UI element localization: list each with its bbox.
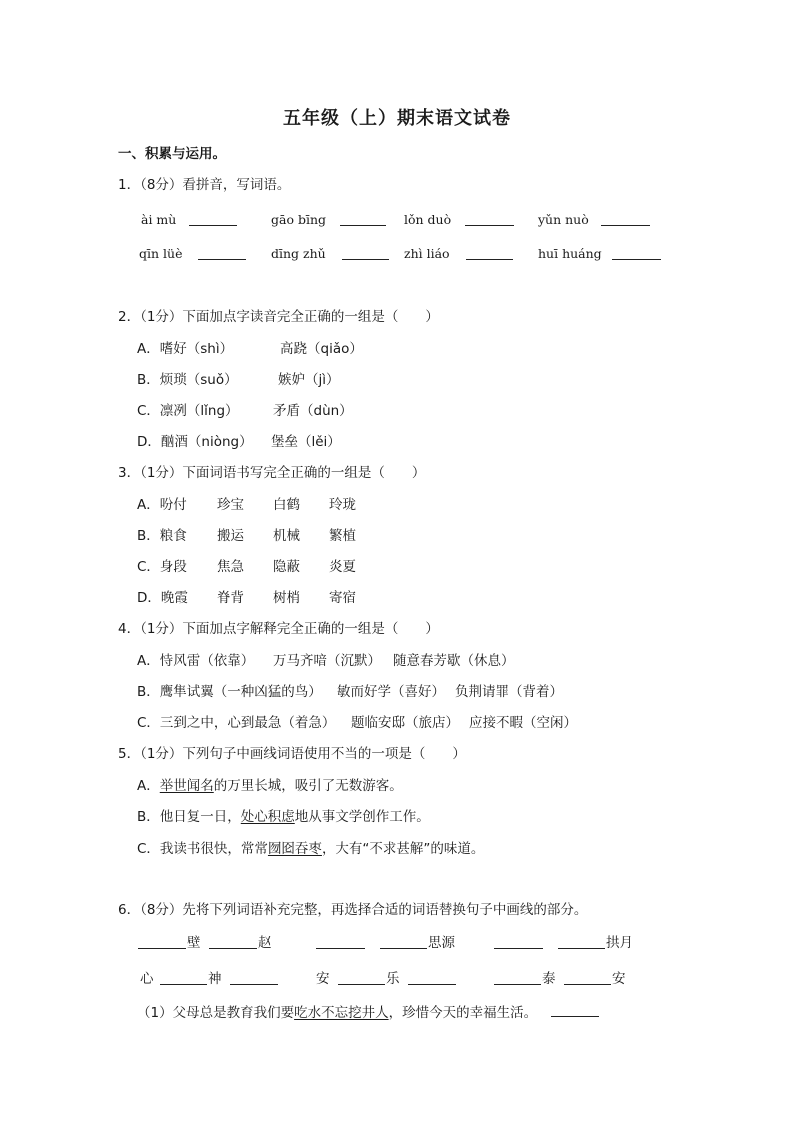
sentence-prefix: （1）父母总是教育我们要 (137, 1005, 295, 1021)
option-part: 万马齐喑（沉默） (273, 653, 381, 669)
option-c (137, 402, 239, 420)
option-word: 隐蔽 (273, 559, 300, 575)
idiom-char: 神 (208, 971, 222, 987)
option-word: 玲珑 (329, 497, 356, 513)
answer-blank[interactable] (138, 935, 186, 949)
question-4-stem: 4．（1分）下面加点字解释完全正确的一组是（ ） (118, 621, 439, 637)
sentence-rest: ，珍惜今天的幸福生活。 (388, 1005, 538, 1021)
answer-blank[interactable] (601, 212, 650, 226)
option-text: 矛盾（dùn） (273, 403, 353, 419)
pinyin-item: ài mù (141, 212, 177, 227)
pinyin-item: zhì liáo (404, 246, 450, 261)
idiom-char: 安 (612, 971, 626, 987)
question-5-stem: 5．（1分）下列句子中画线词语使用不当的一项是（ ） (118, 746, 466, 762)
option-word: 脊背 (217, 590, 244, 606)
option-word: 机械 (273, 528, 300, 544)
answer-blank[interactable] (230, 971, 278, 985)
option-rest: 的万里长城，吸引了无数游客。 (213, 778, 403, 794)
option-text: 堡垒（lěi） (271, 434, 341, 450)
answer-blank[interactable] (340, 212, 386, 226)
question-1-stem: 1．（8分）看拼音，写词语。 (118, 177, 291, 193)
option-word: 白鹤 (273, 497, 300, 513)
underlined-phrase: 吃水不忘挖井人 (294, 1005, 389, 1021)
option-word: 寄宿 (329, 590, 356, 606)
pinyin-item: yǔn nuò (538, 212, 589, 227)
option-text: B．烦琐（suǒ） (137, 372, 238, 388)
option-text: 嫉妒（jì） (278, 372, 340, 388)
option-word: 焦急 (217, 559, 244, 575)
sub-question-1 (137, 1003, 599, 1022)
option-word: 搬运 (217, 528, 244, 544)
option-word: 繁植 (329, 528, 356, 544)
option-text: D．酗酒（niòng） (137, 434, 253, 450)
option-word: A．吩付 (137, 497, 187, 513)
answer-blank[interactable] (494, 935, 543, 949)
option-b (137, 371, 238, 389)
answer-blank[interactable] (612, 246, 661, 260)
option-word: B．粮食 (137, 528, 187, 544)
answer-blank[interactable] (380, 935, 427, 949)
option-rest: 地从事文学创作工作。 (294, 809, 430, 825)
underlined-phrase: 处心积虑 (240, 809, 295, 825)
pinyin-item: qīn lüè (139, 246, 183, 261)
answer-blank[interactable] (338, 971, 385, 985)
idiom-char: 泰 (542, 971, 556, 987)
idiom-char: 壁 (187, 935, 201, 951)
option-prefix: B．他日复一日， (137, 809, 241, 825)
answer-blank[interactable] (466, 246, 513, 260)
idiom-char: 拱月 (606, 935, 633, 951)
option-word: C．身段 (137, 559, 187, 575)
pinyin-item: gāo bīng (271, 212, 327, 227)
option-text: A．嗜好（shì） (137, 341, 234, 357)
answer-blank[interactable] (465, 212, 514, 226)
answer-blank[interactable] (316, 935, 365, 949)
idiom-char: 安 (316, 971, 330, 987)
answer-blank[interactable] (189, 212, 237, 226)
pinyin-item: lǒn duò (404, 212, 452, 227)
section-heading: 一、积累与运用。 (118, 146, 226, 162)
option-text: C．凛冽（lǐng） (137, 403, 239, 419)
pinyin-item: dīng zhǔ (271, 246, 326, 261)
answer-blank[interactable] (494, 971, 541, 985)
underlined-phrase: 囫囵吞枣 (267, 841, 322, 857)
answer-blank[interactable] (551, 1003, 599, 1017)
option-part: 敏而好学（喜好） (337, 684, 445, 700)
option-word: 珍宝 (217, 497, 244, 513)
answer-blank[interactable] (558, 935, 605, 949)
option-word: 炎夏 (329, 559, 356, 575)
idiom-char: 乐 (386, 971, 400, 987)
option-part: 应接不暇（空闲） (469, 715, 577, 731)
option-c (137, 840, 484, 858)
question-6-stem: 6．（8分）先将下列词语补充完整，再选择合适的词语替换句子中画线的部分。 (118, 902, 588, 918)
option-part: 题临安邸（旅店） (351, 715, 459, 731)
option-part: B．鹰隼试翼（一种凶猛的鸟） (137, 684, 322, 700)
idiom-char: 赵 (258, 935, 272, 951)
question-2-stem: 2．（1分）下面加点字读音完全正确的一组是（ ） (118, 309, 439, 325)
option-a (137, 777, 403, 795)
answer-blank[interactable] (198, 246, 246, 260)
option-b (137, 808, 430, 826)
option-part: A．恃风雷（依靠） (137, 653, 255, 669)
answer-blank[interactable] (342, 246, 389, 260)
option-word: D．晚霞 (137, 590, 188, 606)
option-d (137, 433, 253, 451)
option-prefix: C．我读书很快，常常 (137, 841, 268, 857)
question-3-stem: 3．（1分）下面词语书写完全正确的一组是（ ） (118, 465, 426, 481)
option-a (137, 340, 233, 358)
option-text: 高跷（qiǎo） (280, 341, 363, 357)
answer-blank[interactable] (209, 935, 257, 949)
answer-blank[interactable] (160, 971, 207, 985)
underlined-phrase: 举世闻名 (159, 778, 214, 794)
idiom-char: 思源 (428, 935, 455, 951)
pinyin-item: huī huáng (538, 246, 602, 261)
option-rest: ，大有“不求甚解”的味道。 (321, 841, 485, 857)
answer-blank[interactable] (564, 971, 611, 985)
option-part: 随意春芳歇（休息） (393, 653, 515, 669)
option-part: C．三到之中，心到最急（着急） (137, 715, 336, 731)
idiom-char: 心 (140, 971, 154, 987)
option-word: 树梢 (273, 590, 300, 606)
option-part: 负荆请罪（背着） (455, 684, 563, 700)
option-prefix: A． (137, 778, 160, 794)
page-title: 五年级（上）期末语文试卷 (283, 108, 511, 129)
answer-blank[interactable] (408, 971, 456, 985)
